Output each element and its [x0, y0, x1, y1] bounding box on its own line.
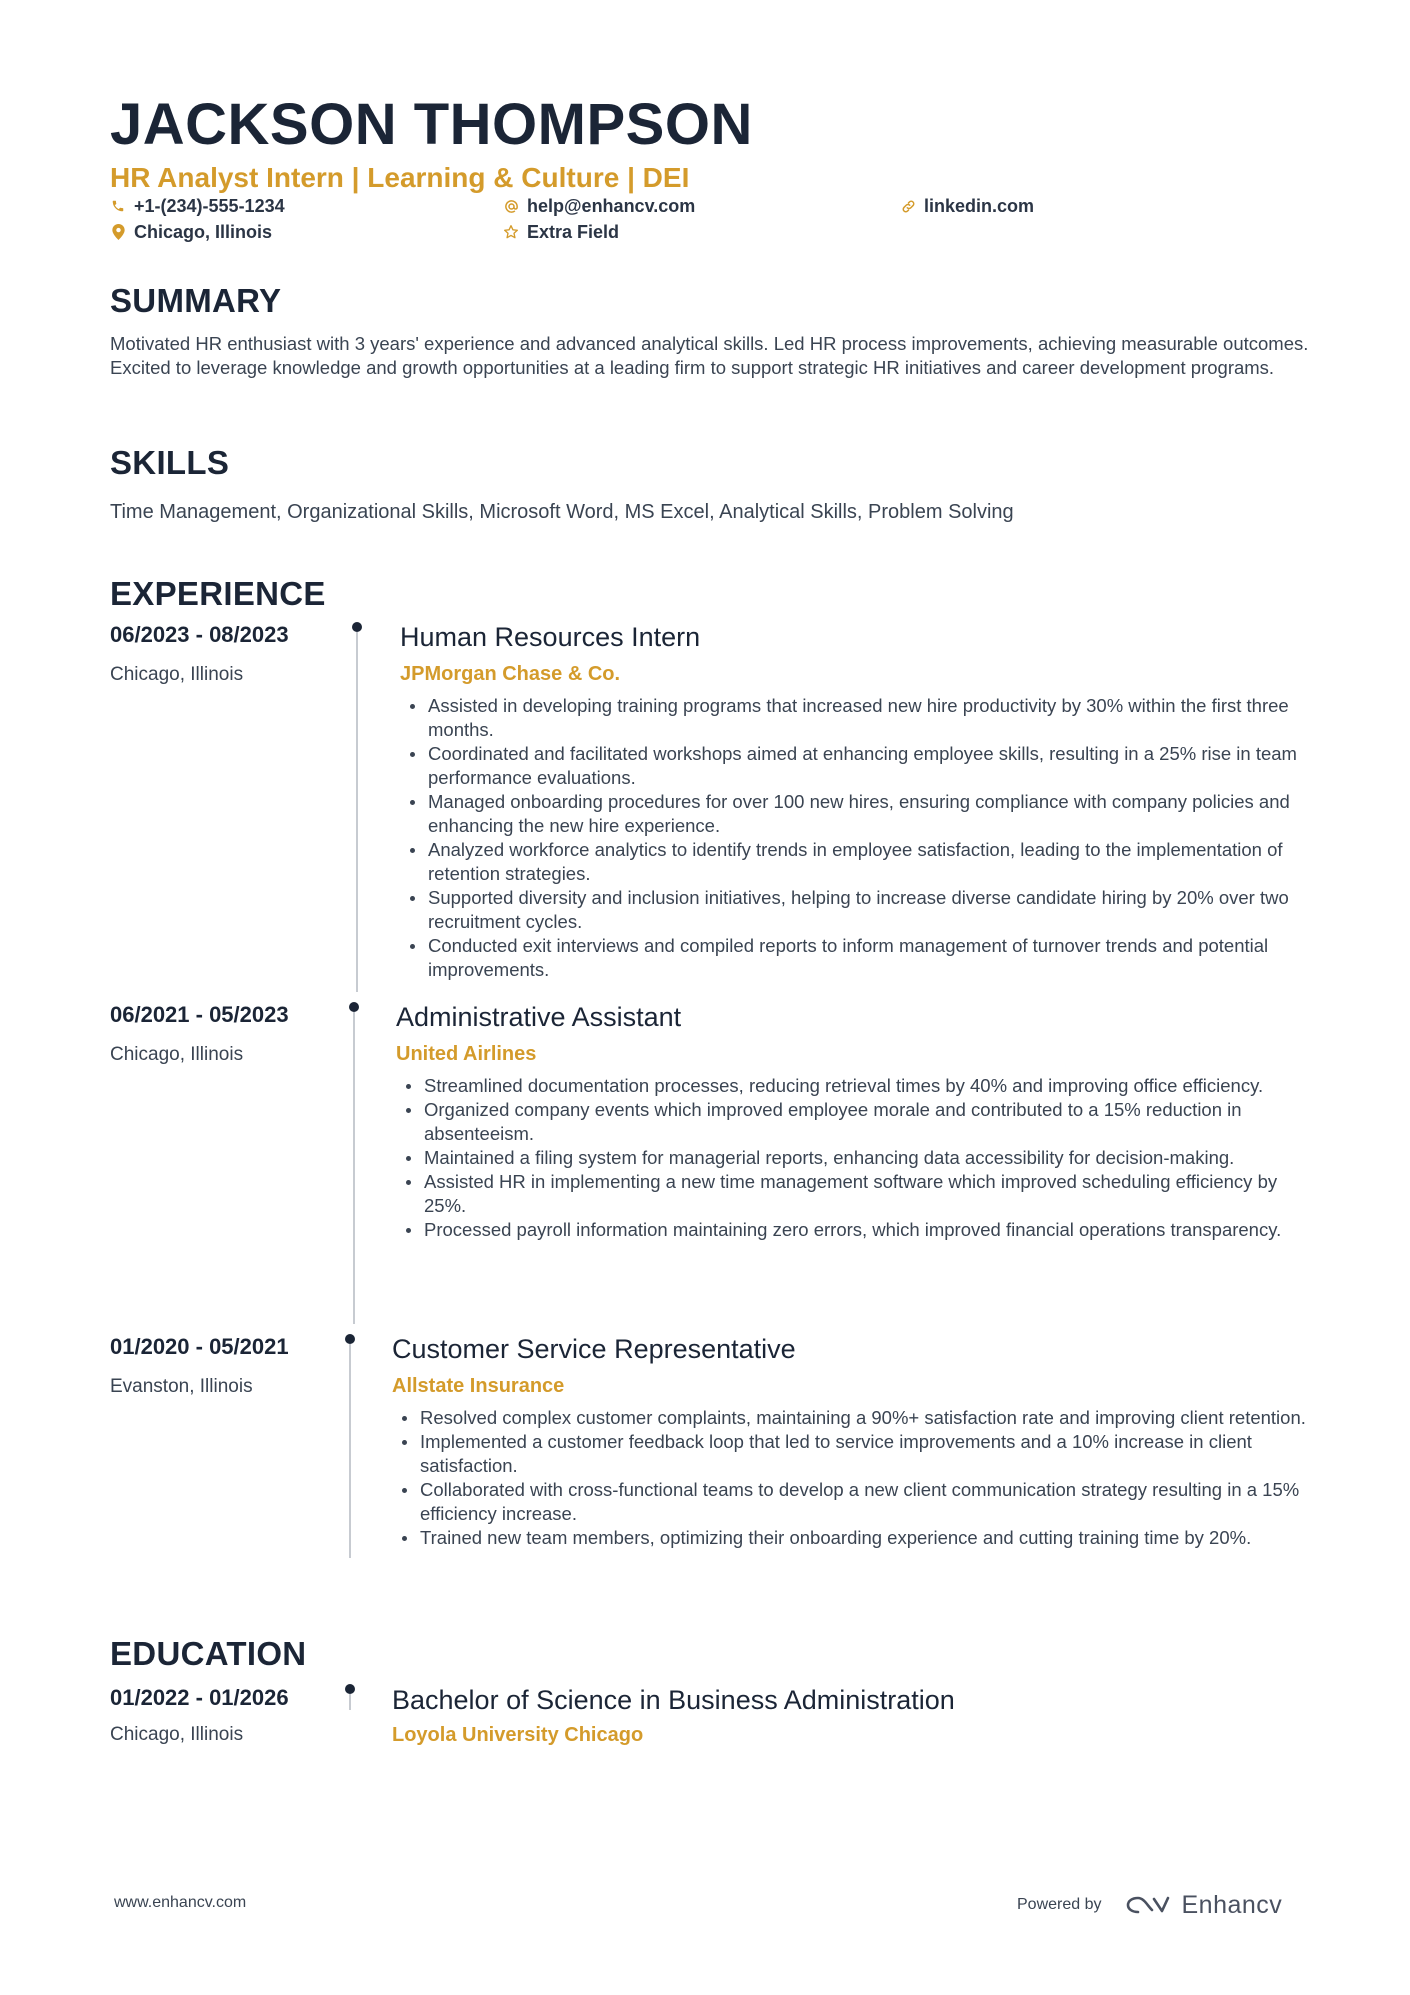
list-item: Maintained a filing system for managerial reports, enhancing data accessibility for decision-making. [400, 1146, 1300, 1170]
timeline-line [349, 1694, 351, 1710]
phone-icon [110, 198, 126, 214]
brand-name: Enhancv [1181, 1890, 1283, 1919]
education-dates: 01/2022 - 01/2026 [110, 1685, 289, 1710]
star-icon [503, 224, 519, 240]
footer-website[interactable]: www.enhancv.com [114, 1894, 247, 1911]
list-item: Conducted exit interviews and compiled reports to inform management of turnover trends and potential improvements. [404, 934, 1314, 982]
job-company: United Airlines [396, 1043, 537, 1065]
education-heading: EDUCATION [110, 1635, 307, 1672]
list-item: Resolved complex customer complaints, maintaining a 90%+ satisfaction rate and improving client retention. [396, 1406, 1311, 1430]
job-location: Chicago, Illinois [110, 1044, 244, 1065]
footer-branding [1017, 1892, 1282, 1918]
job-dates: 01/2020 - 05/2021 [110, 1334, 289, 1359]
contact-phone-text: +1-(234)-555-1234 [134, 196, 285, 216]
job-bullets [400, 1074, 1300, 1242]
list-item: Assisted in developing training programs that increased new hire productivity by 30% within the first three months. [404, 694, 1314, 742]
contact-location [110, 223, 272, 241]
job-company: Allstate Insurance [392, 1375, 565, 1397]
skills-heading: SKILLS [110, 444, 230, 481]
list-item: Implemented a customer feedback loop that led to service improvements and a 10% increase in client satisfaction. [396, 1430, 1311, 1478]
job-dates: 06/2021 - 05/2023 [110, 1002, 289, 1027]
contact-phone [110, 197, 285, 215]
list-item: Trained new team members, optimizing their onboarding experience and cutting training time by 20%. [396, 1526, 1311, 1550]
job-bullets [396, 1406, 1311, 1550]
list-item: Collaborated with cross-functional teams to develop a new client communication strategy resulting in a 15% efficiency increase. [396, 1478, 1311, 1526]
experience-heading: EXPERIENCE [110, 575, 326, 612]
list-item: Organized company events which improved employee morale and contributed to a 15% reduction in absenteeism. [400, 1098, 1300, 1146]
contact-extra [503, 223, 619, 241]
contact-email[interactable] [503, 197, 695, 215]
timeline-line [349, 1344, 351, 1558]
list-item: Streamlined documentation processes, reducing retrieval times by 40% and improving office efficiency. [400, 1074, 1300, 1098]
brand-logo [1124, 1892, 1283, 1918]
candidate-name: JACKSON THOMPSON [110, 92, 753, 157]
job-location: Evanston, Illinois [110, 1376, 253, 1397]
contact-linkedin[interactable] [900, 197, 1034, 215]
job-company: JPMorgan Chase & Co. [400, 663, 621, 685]
job-dates: 06/2023 - 08/2023 [110, 622, 289, 647]
link-icon [900, 198, 916, 214]
list-item: Coordinated and facilitated workshops aimed at enhancing employee skills, resulting in a 25% rise in team performance evaluations. [404, 742, 1314, 790]
list-item: Processed payroll information maintaining zero errors, which improved financial operations transparency. [400, 1218, 1300, 1242]
summary-text: Motivated HR enthusiast with 3 years' experience and advanced analytical skills. Led HR process improvements, achieving measurable outcomes. Excited to leverage knowledge and growth opportunities at a leading firm to support strategic HR initiatives and career development programs. [110, 333, 1309, 378]
timeline-dot [345, 1684, 355, 1694]
contact-email-text: help@enhancv.com [527, 196, 696, 216]
summary-heading: SUMMARY [110, 282, 282, 319]
job-bullets [404, 694, 1314, 982]
education-location: Chicago, Illinois [110, 1724, 244, 1745]
timeline-line [353, 1012, 355, 1324]
contact-location-text: Chicago, Illinois [134, 222, 273, 242]
timeline-dot [349, 1002, 359, 1012]
degree-title: Bachelor of Science in Business Administration [392, 1685, 955, 1715]
list-item: Assisted HR in implementing a new time management software which improved scheduling efficiency by 25%. [400, 1170, 1300, 1218]
skills-text: Time Management, Organizational Skills, Microsoft Word, MS Excel, Analytical Skills, Problem Solving [110, 501, 1014, 523]
list-item: Analyzed workforce analytics to identify trends in employee satisfaction, leading to the implementation of retention strategies. [404, 838, 1314, 886]
list-item: Supported diversity and inclusion initiatives, helping to increase diverse candidate hiring by 20% over two recruitment cycles. [404, 886, 1314, 934]
at-icon [503, 198, 519, 214]
job-title: Administrative Assistant [396, 1002, 682, 1032]
location-icon [110, 224, 126, 240]
contact-linkedin-text: linkedin.com [924, 196, 1035, 216]
job-location: Chicago, Illinois [110, 664, 244, 685]
enhancv-logo-icon [1124, 1892, 1172, 1918]
school-name: Loyola University Chicago [392, 1724, 644, 1746]
timeline-dot [345, 1334, 355, 1344]
timeline-dot [352, 622, 362, 632]
list-item: Managed onboarding procedures for over 100 new hires, ensuring compliance with company policies and enhancing the new hire experience. [404, 790, 1314, 838]
powered-by-label: Powered by [1017, 1896, 1102, 1913]
job-title: Customer Service Representative [392, 1334, 796, 1364]
contact-extra-text: Extra Field [527, 222, 620, 242]
timeline-line [356, 632, 358, 992]
job-title: Human Resources Intern [400, 622, 701, 652]
candidate-headline: HR Analyst Intern | Learning & Culture | DEI [110, 162, 690, 193]
